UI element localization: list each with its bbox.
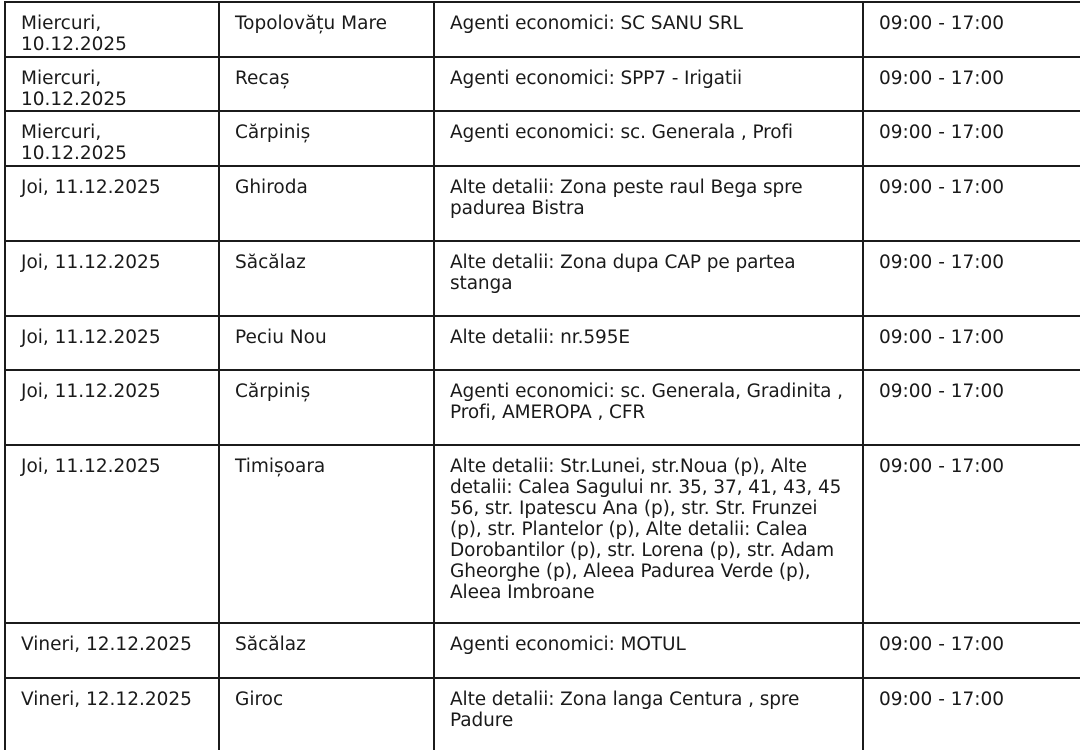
table-row xyxy=(5,370,1080,445)
outage-schedule-table xyxy=(4,1,1080,750)
table-row xyxy=(5,445,1080,623)
table-row xyxy=(5,316,1080,370)
details-cell: Alte detalii: Str.Lunei, str.Noua (p), Alte detalii: Calea Sagului nr. 35, 37, 41, 43, 45 56, str. Ipatescu Ana (p), str. Str. Frunzei (p), str. Plantelor (p), Alte detalii: Calea Dorobantilor (p), str. Lorena (p), str. Adam Gheorghe (p), Aleea Padurea Verde (p), Aleea Imbroane xyxy=(434,445,863,623)
locality-cell: Timișoara xyxy=(219,445,434,623)
hours-cell: 09:00 - 17:00 xyxy=(863,623,1080,678)
details-cell: Agenti economici: SPP7 - Irigatii xyxy=(434,57,863,111)
hours-cell: 09:00 - 17:00 xyxy=(863,57,1080,111)
details-cell: Agenti economici: MOTUL xyxy=(434,623,863,678)
hours-cell: 09:00 - 17:00 xyxy=(863,166,1080,241)
details-cell: Alte detalii: nr.595E xyxy=(434,316,863,370)
hours-cell: 09:00 - 17:00 xyxy=(863,241,1080,316)
table-row xyxy=(5,57,1080,111)
locality-cell: Săcălaz xyxy=(219,241,434,316)
locality-cell: Topolovățu Mare xyxy=(219,2,434,57)
details-cell: Alte detalii: Zona langa Centura , spre Padure xyxy=(434,678,863,750)
locality-cell: Giroc xyxy=(219,678,434,750)
date-cell: Joi, 11.12.2025 xyxy=(5,370,219,445)
hours-cell: 09:00 - 17:00 xyxy=(863,2,1080,57)
hours-cell: 09:00 - 17:00 xyxy=(863,370,1080,445)
details-cell: Agenti economici: SC SANU SRL xyxy=(434,2,863,57)
table-row xyxy=(5,166,1080,241)
date-cell: Vineri, 12.12.2025 xyxy=(5,623,219,678)
details-cell: Alte detalii: Zona peste raul Bega spre padurea Bistra xyxy=(434,166,863,241)
date-cell: Joi, 11.12.2025 xyxy=(5,316,219,370)
hours-cell: 09:00 - 17:00 xyxy=(863,111,1080,166)
details-cell: Agenti economici: sc. Generala, Gradinita , Profi, AMEROPA , CFR xyxy=(434,370,863,445)
hours-cell: 09:00 - 17:00 xyxy=(863,678,1080,750)
date-cell: Vineri, 12.12.2025 xyxy=(5,678,219,750)
hours-cell: 09:00 - 17:00 xyxy=(863,316,1080,370)
table-row xyxy=(5,241,1080,316)
locality-cell: Peciu Nou xyxy=(219,316,434,370)
table-row xyxy=(5,2,1080,57)
date-cell: Miercuri, 10.12.2025 xyxy=(5,2,219,57)
date-cell: Joi, 11.12.2025 xyxy=(5,241,219,316)
locality-cell: Ghiroda xyxy=(219,166,434,241)
details-cell: Agenti economici: sc. Generala , Profi xyxy=(434,111,863,166)
hours-cell: 09:00 - 17:00 xyxy=(863,445,1080,623)
table-row xyxy=(5,111,1080,166)
locality-cell: Cărpiniș xyxy=(219,111,434,166)
date-cell: Miercuri, 10.12.2025 xyxy=(5,111,219,166)
locality-cell: Cărpiniș xyxy=(219,370,434,445)
locality-cell: Recaș xyxy=(219,57,434,111)
date-cell: Miercuri, 10.12.2025 xyxy=(5,57,219,111)
locality-cell: Săcălaz xyxy=(219,623,434,678)
table-row xyxy=(5,678,1080,750)
table-row xyxy=(5,623,1080,678)
date-cell: Joi, 11.12.2025 xyxy=(5,445,219,623)
details-cell: Alte detalii: Zona dupa CAP pe partea stanga xyxy=(434,241,863,316)
date-cell: Joi, 11.12.2025 xyxy=(5,166,219,241)
